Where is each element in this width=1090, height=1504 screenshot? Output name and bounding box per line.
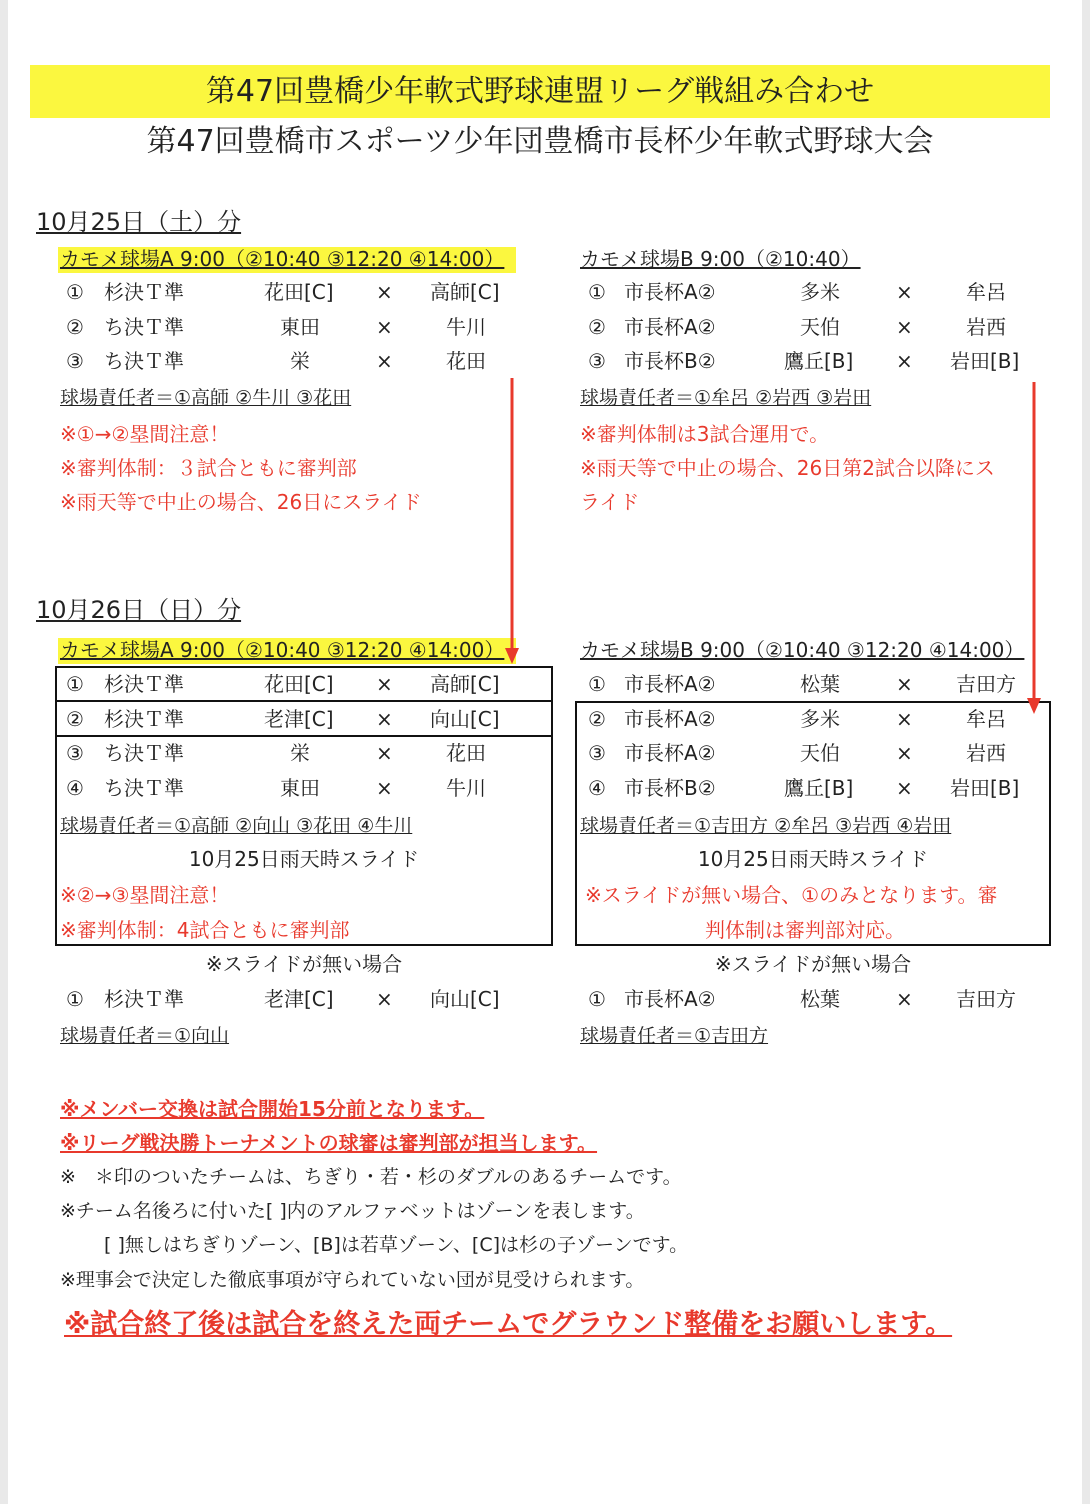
vs-mark: × <box>896 776 913 800</box>
away-team: 牛川 <box>446 776 486 800</box>
home-team: 天伯 <box>800 741 840 765</box>
vs-mark: × <box>376 672 393 696</box>
day2-fieldA-slide: 10月25日雨天時スライド <box>188 847 420 871</box>
day1-fieldA-manager: 球場責任者＝①高師 ②牛川 ③花田 <box>60 387 352 409</box>
day2-date: 10月26日（日）分 <box>36 596 242 624</box>
day2-fieldA-venue-text: カモメ球場A 9:00（②10:40 ③12:20 ④14:00） <box>58 638 516 664</box>
game-no: ① <box>66 280 84 304</box>
day2-fieldA-manager: 球場責任者＝①高師 ②向山 ③花田 ④牛川 <box>60 815 413 837</box>
game-category: ち決Ｔ準 <box>104 349 184 373</box>
game-no: ① <box>588 672 606 696</box>
vs-mark: × <box>896 707 913 731</box>
game-no: ② <box>588 315 606 339</box>
vs-mark: × <box>376 280 393 304</box>
home-team: 鷹丘[B] <box>784 776 854 800</box>
vs-mark: × <box>896 987 913 1011</box>
day1-fieldA-venue-text: カモメ球場A 9:00（②10:40 ③12:20 ④14:00） <box>58 247 516 273</box>
day2-fieldB-venue-text: カモメ球場B 9:00（②10:40 ③12:20 ④14:00） <box>580 638 1025 662</box>
vs-mark: × <box>376 776 393 800</box>
game-category: 市長杯A② <box>624 707 716 731</box>
away-team: 高師[C] <box>430 280 500 304</box>
day2-fieldA-noslide-manager: 球場責任者＝①向山 <box>60 1025 230 1047</box>
vs-mark: × <box>896 280 913 304</box>
game-category: 市長杯A② <box>624 672 716 696</box>
vs-mark: × <box>376 987 393 1011</box>
home-team: 花田[C] <box>264 672 334 696</box>
vs-mark: × <box>376 349 393 373</box>
away-team: 吉田方 <box>956 672 1016 696</box>
day2-fieldB-noslide-manager: 球場責任者＝①吉田方 <box>580 1025 769 1047</box>
home-team: 老津[C] <box>264 707 334 731</box>
away-team: 高師[C] <box>430 672 500 696</box>
game-category: 市長杯A② <box>624 987 716 1011</box>
home-team: 松葉 <box>800 987 840 1011</box>
arrow-fieldB-icon <box>1027 382 1041 714</box>
arrow-fieldA-icon <box>505 378 519 664</box>
footer-note-3: [ ]無しはちぎりゾーン、[B]は若草ゾーン、[C]は杉の子ゾーンです。 <box>104 1234 689 1256</box>
home-team: 松葉 <box>800 672 840 696</box>
away-team: 岩田[B] <box>950 349 1020 373</box>
game-category: ち決Ｔ準 <box>104 741 184 765</box>
day1-date: 10月25日（土）分 <box>36 208 242 236</box>
home-team: 栄 <box>290 349 310 373</box>
game-category: ち決Ｔ準 <box>104 315 184 339</box>
home-team: 花田[C] <box>264 280 334 304</box>
day2-fieldA-note: ※②→③塁間注意！ <box>60 883 230 907</box>
home-team: 鷹丘[B] <box>784 349 854 373</box>
day1-fieldB-venue-text: カモメ球場B 9:00（②10:40） <box>580 247 861 271</box>
away-team: 向山[C] <box>430 707 500 731</box>
footer-note-2: ※チーム名後ろに付いた[ ]内のアルファベットはゾーンを表します。 <box>60 1200 645 1222</box>
vs-mark: × <box>896 315 913 339</box>
footer-note-4: ※理事会で決定した徹底事項が守られていない団が見受けられます。 <box>60 1269 645 1291</box>
footer-red-1: ※メンバー交換は試合開始15分前となります。 <box>60 1097 485 1121</box>
home-team: 天伯 <box>800 315 840 339</box>
game-category: 市長杯A② <box>624 315 716 339</box>
away-team: 牛川 <box>446 315 486 339</box>
away-team: 吉田方 <box>956 987 1016 1011</box>
away-team: 花田 <box>446 349 486 373</box>
day2-fieldB-note: 判体制は審判部対応。 <box>705 918 905 942</box>
day1-fieldB-note: ※雨天等で中止の場合、26日第2試合以降にス <box>580 456 995 480</box>
day1-fieldA-note: ※審判体制：３試合ともに審判部 <box>60 456 357 480</box>
document-page <box>8 0 1082 1504</box>
game-no: ① <box>66 672 84 696</box>
away-team: 牟呂 <box>966 280 1006 304</box>
day2-fieldB-slide: 10月25日雨天時スライド <box>697 847 929 871</box>
away-team: 向山[C] <box>430 987 500 1011</box>
vs-mark: × <box>376 707 393 731</box>
game-category: 市長杯B② <box>624 349 716 373</box>
home-team: 東田 <box>280 776 320 800</box>
game-no: ② <box>66 315 84 339</box>
game-no: ① <box>588 987 606 1011</box>
day1-fieldA-note: ※①→②塁間注意！ <box>60 422 230 446</box>
game-category: 杉決Ｔ準 <box>104 987 184 1011</box>
day1-fieldB-manager: 球場責任者＝①牟呂 ②岩西 ③岩田 <box>580 387 872 409</box>
vs-mark: × <box>376 315 393 339</box>
game-no: ① <box>66 987 84 1011</box>
vs-mark: × <box>896 672 913 696</box>
game-category: 市長杯B② <box>624 776 716 800</box>
game-category: 市長杯A② <box>624 280 716 304</box>
away-team: 岩西 <box>966 741 1006 765</box>
away-team: 牟呂 <box>966 707 1006 731</box>
day2-fieldA-noslide-label: ※スライドが無い場合 <box>205 952 403 976</box>
away-team: 岩田[B] <box>950 776 1020 800</box>
game-no: ③ <box>588 741 606 765</box>
game-category: 杉決Ｔ準 <box>104 672 184 696</box>
home-team: 栄 <box>290 741 310 765</box>
home-team: 老津[C] <box>264 987 334 1011</box>
game-category: 杉決Ｔ準 <box>104 280 184 304</box>
game-no: ② <box>588 707 606 731</box>
game-no: ② <box>66 707 84 731</box>
game-no: ③ <box>66 741 84 765</box>
main-title: 第47回豊橋少年軟式野球連盟リーグ戦組み合わせ <box>30 65 1050 118</box>
game-no: ④ <box>588 776 606 800</box>
day2-fieldB-note: ※スライドが無い場合、①のみとなります。審 <box>585 883 998 907</box>
sub-title: 第47回豊橋市スポーツ少年団豊橋市長杯少年軟式野球大会 <box>146 124 934 159</box>
vs-mark: × <box>896 349 913 373</box>
day2-fieldA-note: ※審判体制：4試合ともに審判部 <box>60 918 350 942</box>
game-no: ① <box>588 280 606 304</box>
day2-fieldB-noslide-label: ※スライドが無い場合 <box>714 952 912 976</box>
vs-mark: × <box>896 741 913 765</box>
day1-fieldA-note: ※雨天等で中止の場合、26日にスライド <box>60 490 422 514</box>
home-team: 多米 <box>800 707 840 731</box>
home-team: 東田 <box>280 315 320 339</box>
day1-fieldB-note: ライド <box>580 490 640 514</box>
day1-fieldB-note: ※審判体制は3試合運用で。 <box>580 422 830 446</box>
day2-fieldB-manager: 球場責任者＝①吉田方 ②牟呂 ③岩西 ④岩田 <box>580 815 952 837</box>
game-category: 杉決Ｔ準 <box>104 707 184 731</box>
vs-mark: × <box>376 741 393 765</box>
footer-note-1: ※ ＊印のついたチームは、ちぎり・若・杉のダブルのあるチームです。 <box>60 1166 682 1188</box>
game-no: ③ <box>66 349 84 373</box>
game-no: ③ <box>588 349 606 373</box>
home-team: 多米 <box>800 280 840 304</box>
game-category: ち決Ｔ準 <box>104 776 184 800</box>
footer-big-note: ※試合終了後は試合を終えた両チームでグラウンド整備をお願いします。 <box>64 1309 953 1340</box>
footer-red-2: ※リーグ戦決勝トーナメントの球審は審判部が担当します。 <box>60 1131 598 1155</box>
game-no: ④ <box>66 776 84 800</box>
game-category: 市長杯A② <box>624 741 716 765</box>
away-team: 岩西 <box>966 315 1006 339</box>
away-team: 花田 <box>446 741 486 765</box>
